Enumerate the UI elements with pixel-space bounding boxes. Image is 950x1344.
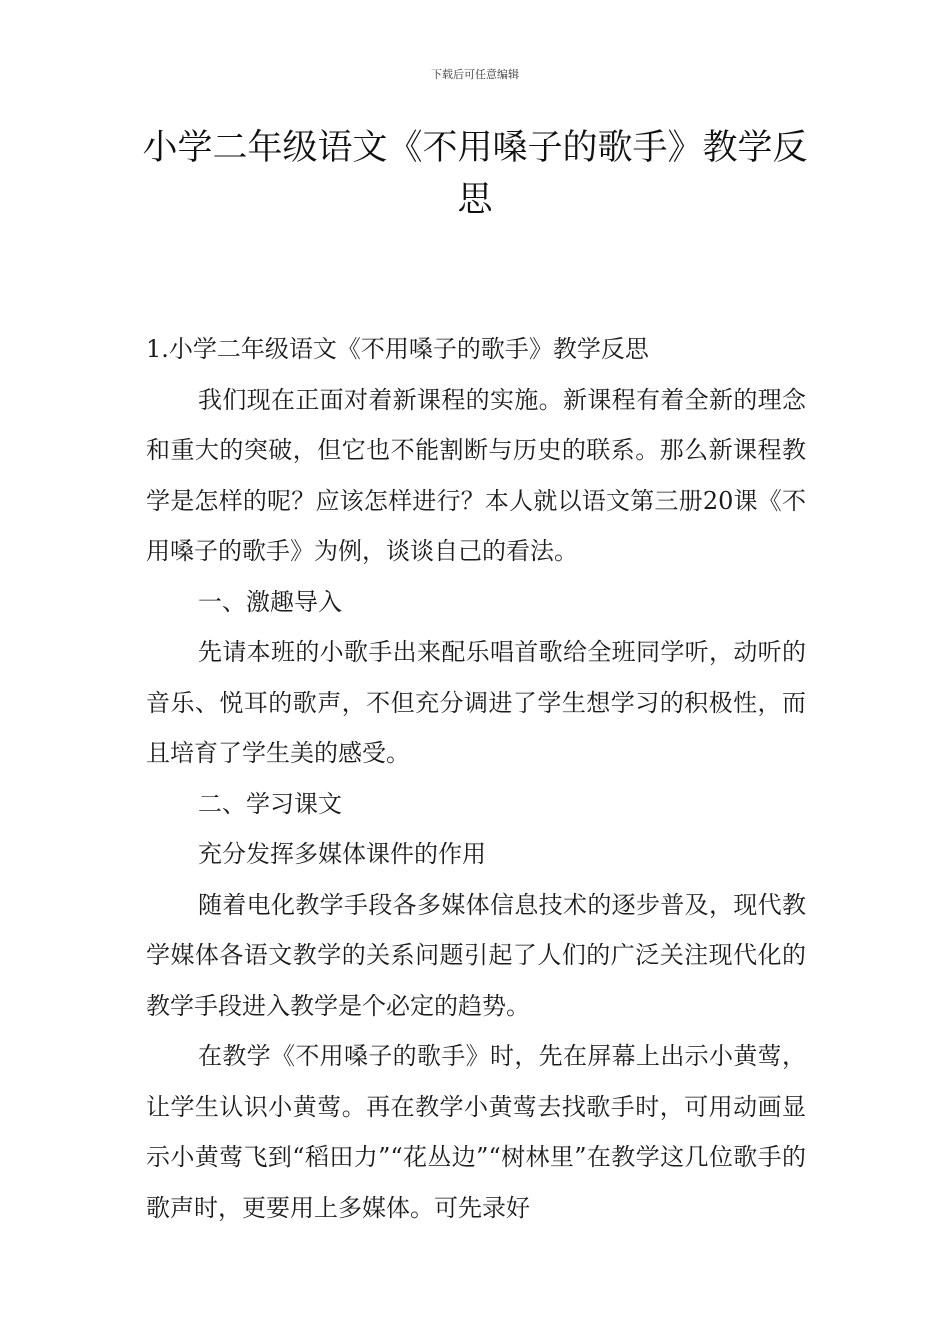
- paragraph: 我们现在正面对着新课程的实施。新课程有着全新的理念和重大的突破，但它也不能割断与历史的联系。那么新课程教学是怎样的呢？应该怎样进行？本人就以语文第三册20课《不用嗓子的歌手》为例，谈谈自己的看法。: [146, 385, 806, 565]
- subheading: 一、激趣导入: [198, 587, 342, 616]
- paragraph: 随着电化教学手段各多媒体信息技术的逐步普及，现代教学媒体各语文教学的关系问题引起了人们的广泛关注现代化的教学手段进入教学是个必定的趋势。: [146, 890, 806, 1020]
- document-title: 小学二年级语文《不用嗓子的歌手》教学反思: [142, 128, 808, 220]
- paragraph: 充分发挥多媒体课件的作用: [198, 840, 486, 868]
- document-body: [146, 324, 806, 1233]
- paragraph: 在教学《不用嗓子的歌手》时，先在屏幕上出示小黄莺，让学生认识小黄莺。再在教学小黄莺去找歌手时，可用动画显示小黄莺飞到“稻田力”“花丛边”“树林里”在教学这几位歌手的歌声时，更要用上多媒体。可先录好: [146, 1042, 806, 1222]
- subheading: 二、学习课文: [198, 789, 342, 818]
- section-heading: 1.小学二年级语文《不用嗓子的歌手》教学反思: [146, 335, 649, 363]
- paragraph: 先请本班的小歌手出来配乐唱首歌给全班同学听，动听的音乐、悦耳的歌声，不但充分调进了学生想学习的积极性，而且培育了学生美的感受。: [146, 638, 806, 767]
- header-note: 下载后可任意编辑: [431, 68, 519, 81]
